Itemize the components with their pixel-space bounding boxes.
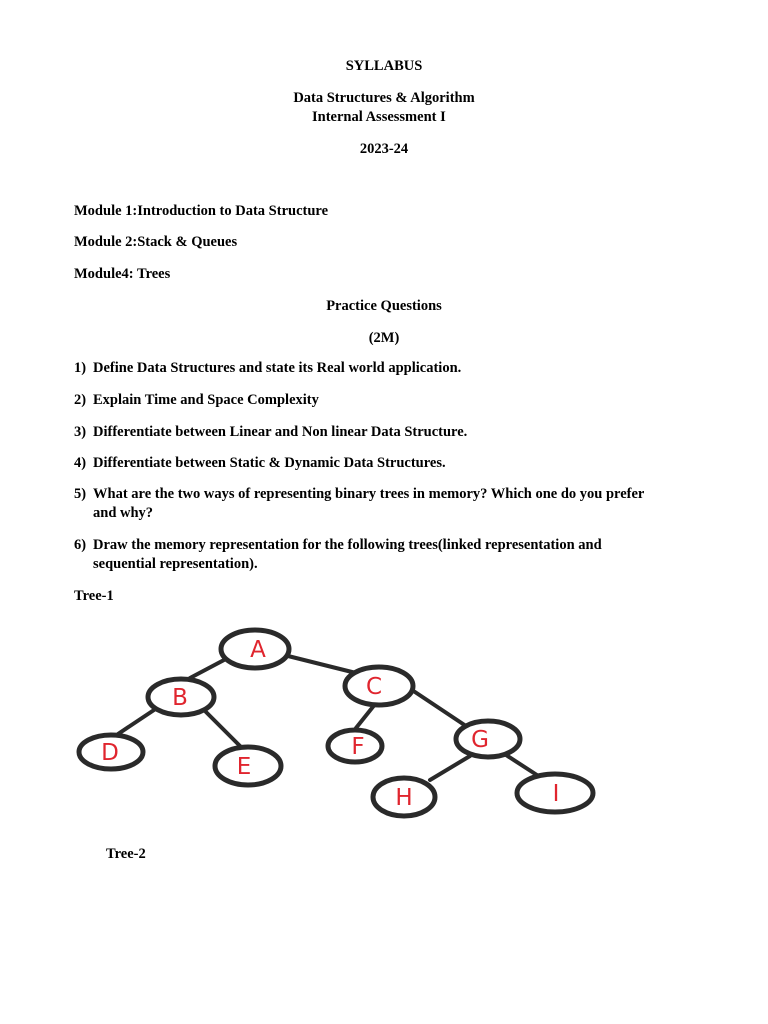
tree-edges xyxy=(118,656,540,780)
question-text: Draw the memory representation for the following trees(linked representation and sequential representation). xyxy=(93,537,602,572)
tree-2-label: Tree-2 xyxy=(106,846,146,862)
academic-year: 2023-24 xyxy=(359,141,409,157)
question-text: Differentiate between Static & Dynamic Data Structures. xyxy=(93,455,446,471)
module-2: Module 2:Stack & Queues xyxy=(74,234,238,250)
node-label: H xyxy=(395,785,413,811)
tree-node-c xyxy=(345,667,413,705)
tree-node-d xyxy=(79,735,143,769)
edge-a-c xyxy=(288,656,356,673)
syllabus-title: SYLLABUS xyxy=(345,58,423,74)
edge-a-b xyxy=(190,660,224,678)
edge-c-g xyxy=(412,690,466,726)
module-1: Module 1:Introduction to Data Structure xyxy=(74,203,329,219)
question-text: What are the two ways of representing binary trees in memory? Which one do you prefer and why? xyxy=(93,486,645,521)
question-text: Explain Time and Space Complexity xyxy=(93,392,319,408)
edge-g-h xyxy=(430,756,470,780)
question-text: Define Data Structures and state its Real world application. xyxy=(93,360,462,376)
node-label: A xyxy=(250,637,266,663)
tree-node-a xyxy=(221,630,289,668)
tree-node-g xyxy=(456,721,520,757)
question-number: 2) xyxy=(74,392,87,408)
node-label: I xyxy=(552,781,560,807)
edge-g-i xyxy=(506,755,540,777)
tree-node-e xyxy=(215,747,281,785)
question-text: Differentiate between Linear and Non linear Data Structure. xyxy=(93,424,468,440)
question-number: 4) xyxy=(74,455,87,471)
module-4: Module4: Trees xyxy=(74,266,171,282)
tree-1-diagram xyxy=(0,600,768,840)
node-label: C xyxy=(365,674,383,700)
edge-b-e xyxy=(206,712,240,746)
tree-node-f xyxy=(328,730,382,762)
question-number: 6) xyxy=(74,537,87,553)
tree-1-label: Tree-1 xyxy=(74,588,114,604)
assessment-title: Internal Assessment I xyxy=(312,109,446,125)
question-number: 5) xyxy=(74,486,87,502)
node-label: F xyxy=(351,734,365,760)
question-number: 3) xyxy=(74,424,87,440)
practice-heading: Practice Questions xyxy=(326,298,442,314)
marks-label: (2M) xyxy=(368,330,400,346)
node-label: D xyxy=(101,740,119,766)
tree-node-b xyxy=(148,679,214,715)
subject-title: Data Structures & Algorithm xyxy=(293,90,475,106)
tree-node-h xyxy=(373,778,435,816)
node-label: E xyxy=(236,754,252,780)
question-number: 1) xyxy=(74,360,87,376)
edge-b-d xyxy=(118,710,154,734)
node-label: B xyxy=(172,685,188,711)
tree-node-i xyxy=(517,774,593,812)
node-label: G xyxy=(471,727,489,753)
